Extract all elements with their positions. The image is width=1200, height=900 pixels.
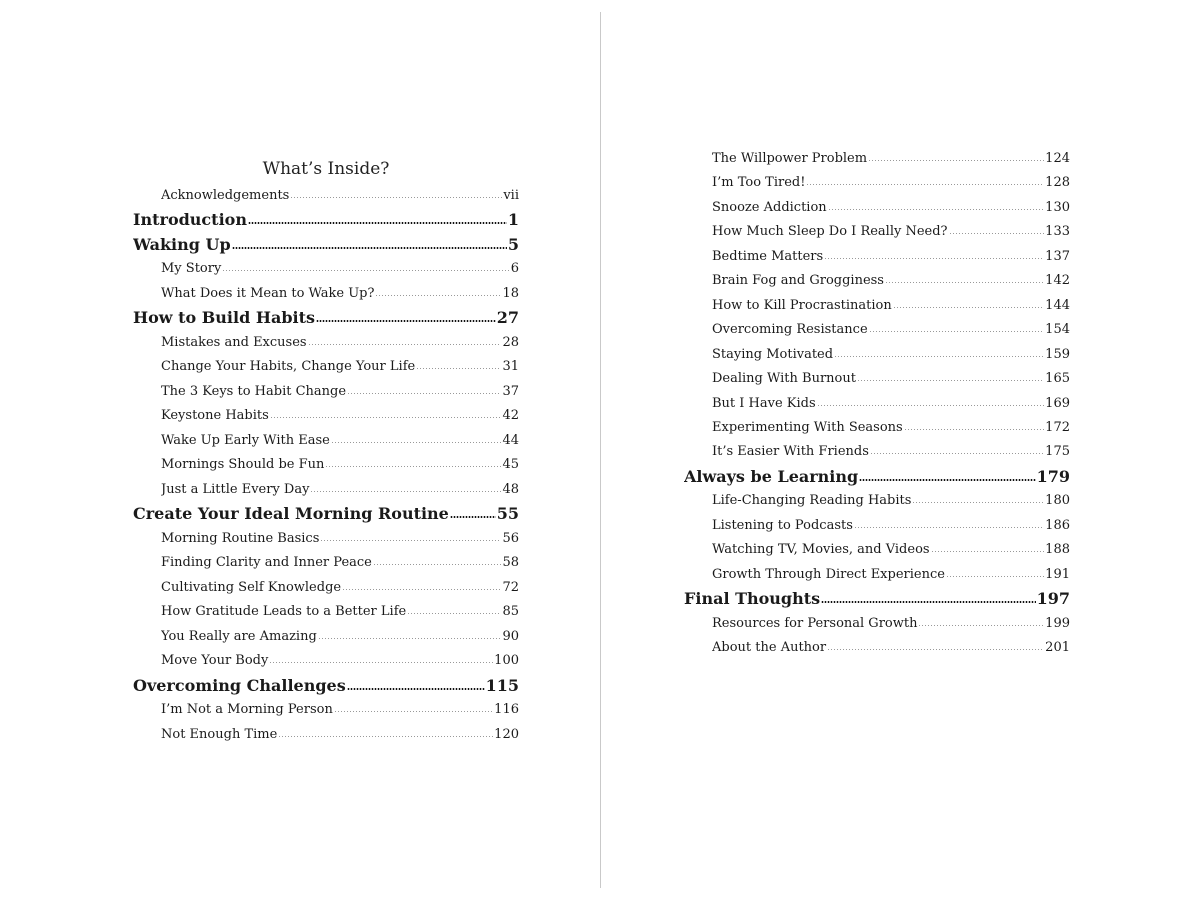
dot-leader <box>407 613 501 614</box>
dot-leader <box>806 184 1044 185</box>
toc-entry-page-number: 175 <box>1045 444 1070 460</box>
toc-entry-page-number: 37 <box>502 383 519 399</box>
dot-leader <box>828 209 1045 210</box>
dot-leader <box>868 160 1044 161</box>
toc-entry-label: Snooze Addiction <box>712 199 827 215</box>
toc-chapter-entry <box>684 587 1070 611</box>
toc-entry-page-number: 154 <box>1045 322 1070 338</box>
toc-section-entry <box>712 637 1070 659</box>
toc-entry-label: What Does it Mean to Wake Up? <box>161 285 375 301</box>
toc-entry-label: Overcoming Challenges <box>133 675 346 695</box>
toc-section-entry <box>712 564 1070 586</box>
toc-entry-page-number: 18 <box>502 285 519 301</box>
toc-entry-page-number: 165 <box>1045 371 1070 387</box>
toc-entry-page-number: 144 <box>1045 297 1070 313</box>
toc-entry-page-number: 133 <box>1045 224 1070 240</box>
dot-leader <box>316 320 496 322</box>
toc-section-entry <box>712 344 1070 366</box>
dot-leader <box>278 736 493 737</box>
toc-title: What’s Inside? <box>262 159 390 179</box>
toc-section-entry <box>161 724 519 746</box>
dot-leader <box>817 405 1045 406</box>
toc-entry-label: Final Thoughts <box>684 589 821 609</box>
toc-chapter-entry <box>133 233 519 257</box>
toc-entry-page-number: 172 <box>1045 419 1070 435</box>
dot-leader <box>918 625 1044 626</box>
toc-entry-label: It’s Easier With Friends <box>712 444 869 460</box>
dot-leader <box>827 649 1044 650</box>
dot-leader <box>946 576 1044 577</box>
toc-section-entry <box>161 650 519 672</box>
toc-entry-label: Just a Little Every Day <box>161 481 310 497</box>
toc-entry-label: Acknowledgements <box>161 187 290 203</box>
toc-entry-label: Change Your Habits, Change Your Life <box>161 359 416 374</box>
toc-entry-page-number: 188 <box>1045 542 1070 558</box>
toc-entry-page-number: 186 <box>1045 517 1070 533</box>
dot-leader <box>416 368 501 369</box>
toc-entry-page-number: 48 <box>502 481 519 497</box>
dot-leader <box>347 393 501 394</box>
toc-entry-label: Move Your Body <box>161 653 269 668</box>
toc-entry-label: You Really are Amazing <box>161 628 317 644</box>
toc-entry-label: Create Your Ideal Morning Routine <box>133 504 449 523</box>
dot-leader <box>885 282 1044 283</box>
toc-entry-page-number: 179 <box>1036 466 1070 486</box>
dot-leader <box>347 688 485 690</box>
toc-entry-page-number: 197 <box>1036 589 1070 609</box>
toc-section-entry <box>712 319 1070 341</box>
toc-entry-page-number: 191 <box>1045 566 1070 582</box>
toc-chapter-entry <box>133 502 519 526</box>
dot-leader <box>308 344 502 345</box>
toc-entry-page-number: 169 <box>1045 395 1070 411</box>
toc-section-entry <box>161 430 519 452</box>
toc-entry-label: Watching TV, Movies, and Videos <box>712 542 930 558</box>
dot-leader <box>269 662 493 663</box>
toc-entry-label: My Story <box>161 261 222 276</box>
dot-leader <box>373 564 502 565</box>
dot-leader <box>870 453 1044 454</box>
toc-entry-label: Dealing With Burnout <box>712 371 856 387</box>
toc-entry-page-number: 5 <box>507 234 519 254</box>
toc-entry-page-number: 124 <box>1045 151 1070 166</box>
toc-entry-label: Keystone Habits <box>161 408 269 423</box>
toc-section-entry <box>161 258 519 280</box>
toc-section-entry <box>161 356 519 378</box>
page-divider <box>600 12 601 888</box>
toc-entry-label: I’m Not a Morning Person <box>161 702 333 717</box>
toc-section-entry <box>712 490 1070 512</box>
toc-entry-label: Overcoming Resistance <box>712 322 868 338</box>
dot-leader <box>912 502 1044 503</box>
dot-leader <box>222 270 509 271</box>
toc-section-entry <box>712 246 1070 268</box>
toc-entry-page-number: 58 <box>502 555 519 570</box>
dot-leader <box>375 295 501 296</box>
toc-chapter-entry <box>133 208 519 232</box>
toc-entry-page-number: vii <box>503 187 519 203</box>
dot-leader <box>331 442 502 443</box>
toc-entry-page-number: 137 <box>1045 248 1070 264</box>
toc-section-entry <box>712 221 1070 243</box>
dot-leader <box>318 638 502 639</box>
right-page <box>602 0 1200 900</box>
toc-section-entry <box>161 332 519 354</box>
toc-entry-label: About the Author <box>712 640 827 655</box>
toc-section-entry <box>712 613 1070 635</box>
toc-section-entry <box>712 417 1070 439</box>
toc-entry-page-number: 142 <box>1045 273 1070 289</box>
toc-entry-label: How Much Sleep Do I Really Need? <box>712 224 948 240</box>
toc-entry-page-number: 130 <box>1045 199 1070 215</box>
toc-entry-label: How to Kill Procrastination <box>712 297 892 313</box>
dot-leader <box>270 417 502 418</box>
toc-entry-label: Life-Changing Reading Habits <box>712 493 912 509</box>
toc-section-entry <box>712 197 1070 219</box>
toc-section-entry <box>161 479 519 501</box>
toc-entry-label: Brain Fog and Grogginess <box>712 273 884 289</box>
dot-leader <box>232 247 507 249</box>
dot-leader <box>290 197 502 198</box>
toc-entry-label: Mornings Should be Fun <box>161 457 325 472</box>
toc-entry-page-number: 6 <box>510 261 519 276</box>
toc-entry-page-number: 45 <box>502 457 519 472</box>
toc-entry-page-number: 115 <box>485 675 519 695</box>
toc-entry-label: Growth Through Direct Experience <box>712 566 945 582</box>
dot-leader <box>854 527 1044 528</box>
toc-entry-label: Morning Routine Basics <box>161 530 320 546</box>
toc-section-entry <box>161 185 519 207</box>
toc-entry-page-number: 180 <box>1045 493 1070 509</box>
toc-entry-label: Resources for Personal Growth <box>712 615 918 631</box>
toc-entry-label: Always be Learning <box>684 466 859 486</box>
dot-leader <box>320 540 501 541</box>
dot-leader <box>325 466 501 467</box>
toc-chapter-entry <box>133 306 519 330</box>
dot-leader <box>334 711 493 712</box>
toc-entry-label: Experimenting With Seasons <box>712 419 903 435</box>
toc-section-entry <box>161 405 519 427</box>
toc-entry-page-number: 31 <box>502 359 519 374</box>
dot-leader <box>834 356 1044 357</box>
toc-chapter-entry <box>684 465 1070 489</box>
dot-leader <box>248 222 507 224</box>
toc-entry-page-number: 120 <box>494 726 519 742</box>
toc-section-entry <box>161 552 519 574</box>
toc-section-entry <box>712 270 1070 292</box>
dot-leader <box>857 380 1044 381</box>
toc-section-entry <box>161 381 519 403</box>
toc-entry-label: Listening to Podcasts <box>712 517 853 533</box>
toc-entry-page-number: 90 <box>502 628 519 644</box>
toc-entry-page-number: 159 <box>1045 346 1070 362</box>
toc-entry-page-number: 128 <box>1045 175 1070 191</box>
toc-entry-page-number: 28 <box>502 334 519 350</box>
toc-entry-page-number: 201 <box>1045 640 1070 655</box>
toc-entry-page-number: 27 <box>496 308 519 327</box>
toc-entry-page-number: 199 <box>1045 615 1070 631</box>
toc-entry-page-number: 72 <box>502 579 519 595</box>
dot-leader <box>821 601 1035 603</box>
toc-section-entry <box>161 283 519 305</box>
toc-section-entry <box>712 393 1070 415</box>
toc-section-entry <box>161 528 519 550</box>
dot-leader <box>869 331 1045 332</box>
toc-entry-label: How Gratitude Leads to a Better Life <box>161 604 407 619</box>
toc-entry-page-number: 55 <box>496 504 519 523</box>
dot-leader <box>450 516 496 518</box>
toc-entry-label: The 3 Keys to Habit Change <box>161 383 347 399</box>
toc-entry-label: Bedtime Matters <box>712 248 824 264</box>
dot-leader <box>893 307 1044 308</box>
toc-entry-label: Wake Up Early With Ease <box>161 432 330 448</box>
toc-section-entry <box>161 626 519 648</box>
toc-section-entry <box>712 539 1070 561</box>
dot-leader <box>310 491 501 492</box>
toc-section-entry <box>712 148 1070 170</box>
toc-entry-page-number: 85 <box>502 604 519 619</box>
dot-leader <box>949 233 1045 234</box>
toc-chapter-entry <box>133 674 519 698</box>
toc-section-entry <box>712 368 1070 390</box>
toc-entry-page-number: 56 <box>502 530 519 546</box>
toc-entry-label: Introduction <box>133 210 247 229</box>
toc-entry-label: Staying Motivated <box>712 346 834 362</box>
toc-entry-label: But I Have Kids <box>712 395 816 411</box>
toc-entry-label: The Willpower Problem <box>712 151 868 166</box>
toc-entry-page-number: 44 <box>502 432 519 448</box>
toc-section-entry <box>712 172 1070 194</box>
toc-section-entry <box>712 295 1070 317</box>
dot-leader <box>931 551 1045 552</box>
dot-leader <box>824 258 1044 259</box>
toc-section-entry <box>712 515 1070 537</box>
toc-entry-label: Finding Clarity and Inner Peace <box>161 555 372 570</box>
toc-entry-page-number: 1 <box>507 210 519 229</box>
dot-leader <box>342 589 501 590</box>
toc-entry-label: How to Build Habits <box>133 308 315 327</box>
toc-section-entry <box>161 601 519 623</box>
dot-leader <box>904 429 1044 430</box>
toc-entry-label: I’m Too Tired! <box>712 175 806 191</box>
toc-section-entry <box>712 441 1070 463</box>
toc-entry-label: Cultivating Self Knowledge <box>161 579 342 595</box>
toc-entry-page-number: 116 <box>494 702 519 717</box>
toc-section-entry <box>161 699 519 721</box>
dot-leader <box>859 479 1035 481</box>
toc-entry-page-number: 100 <box>494 653 519 668</box>
toc-entry-label: Mistakes and Excuses <box>161 334 307 350</box>
toc-section-entry <box>161 577 519 599</box>
toc-section-entry <box>161 454 519 476</box>
toc-entry-label: Waking Up <box>133 234 231 254</box>
toc-entry-label: Not Enough Time <box>161 726 278 742</box>
toc-entry-page-number: 42 <box>502 408 519 423</box>
